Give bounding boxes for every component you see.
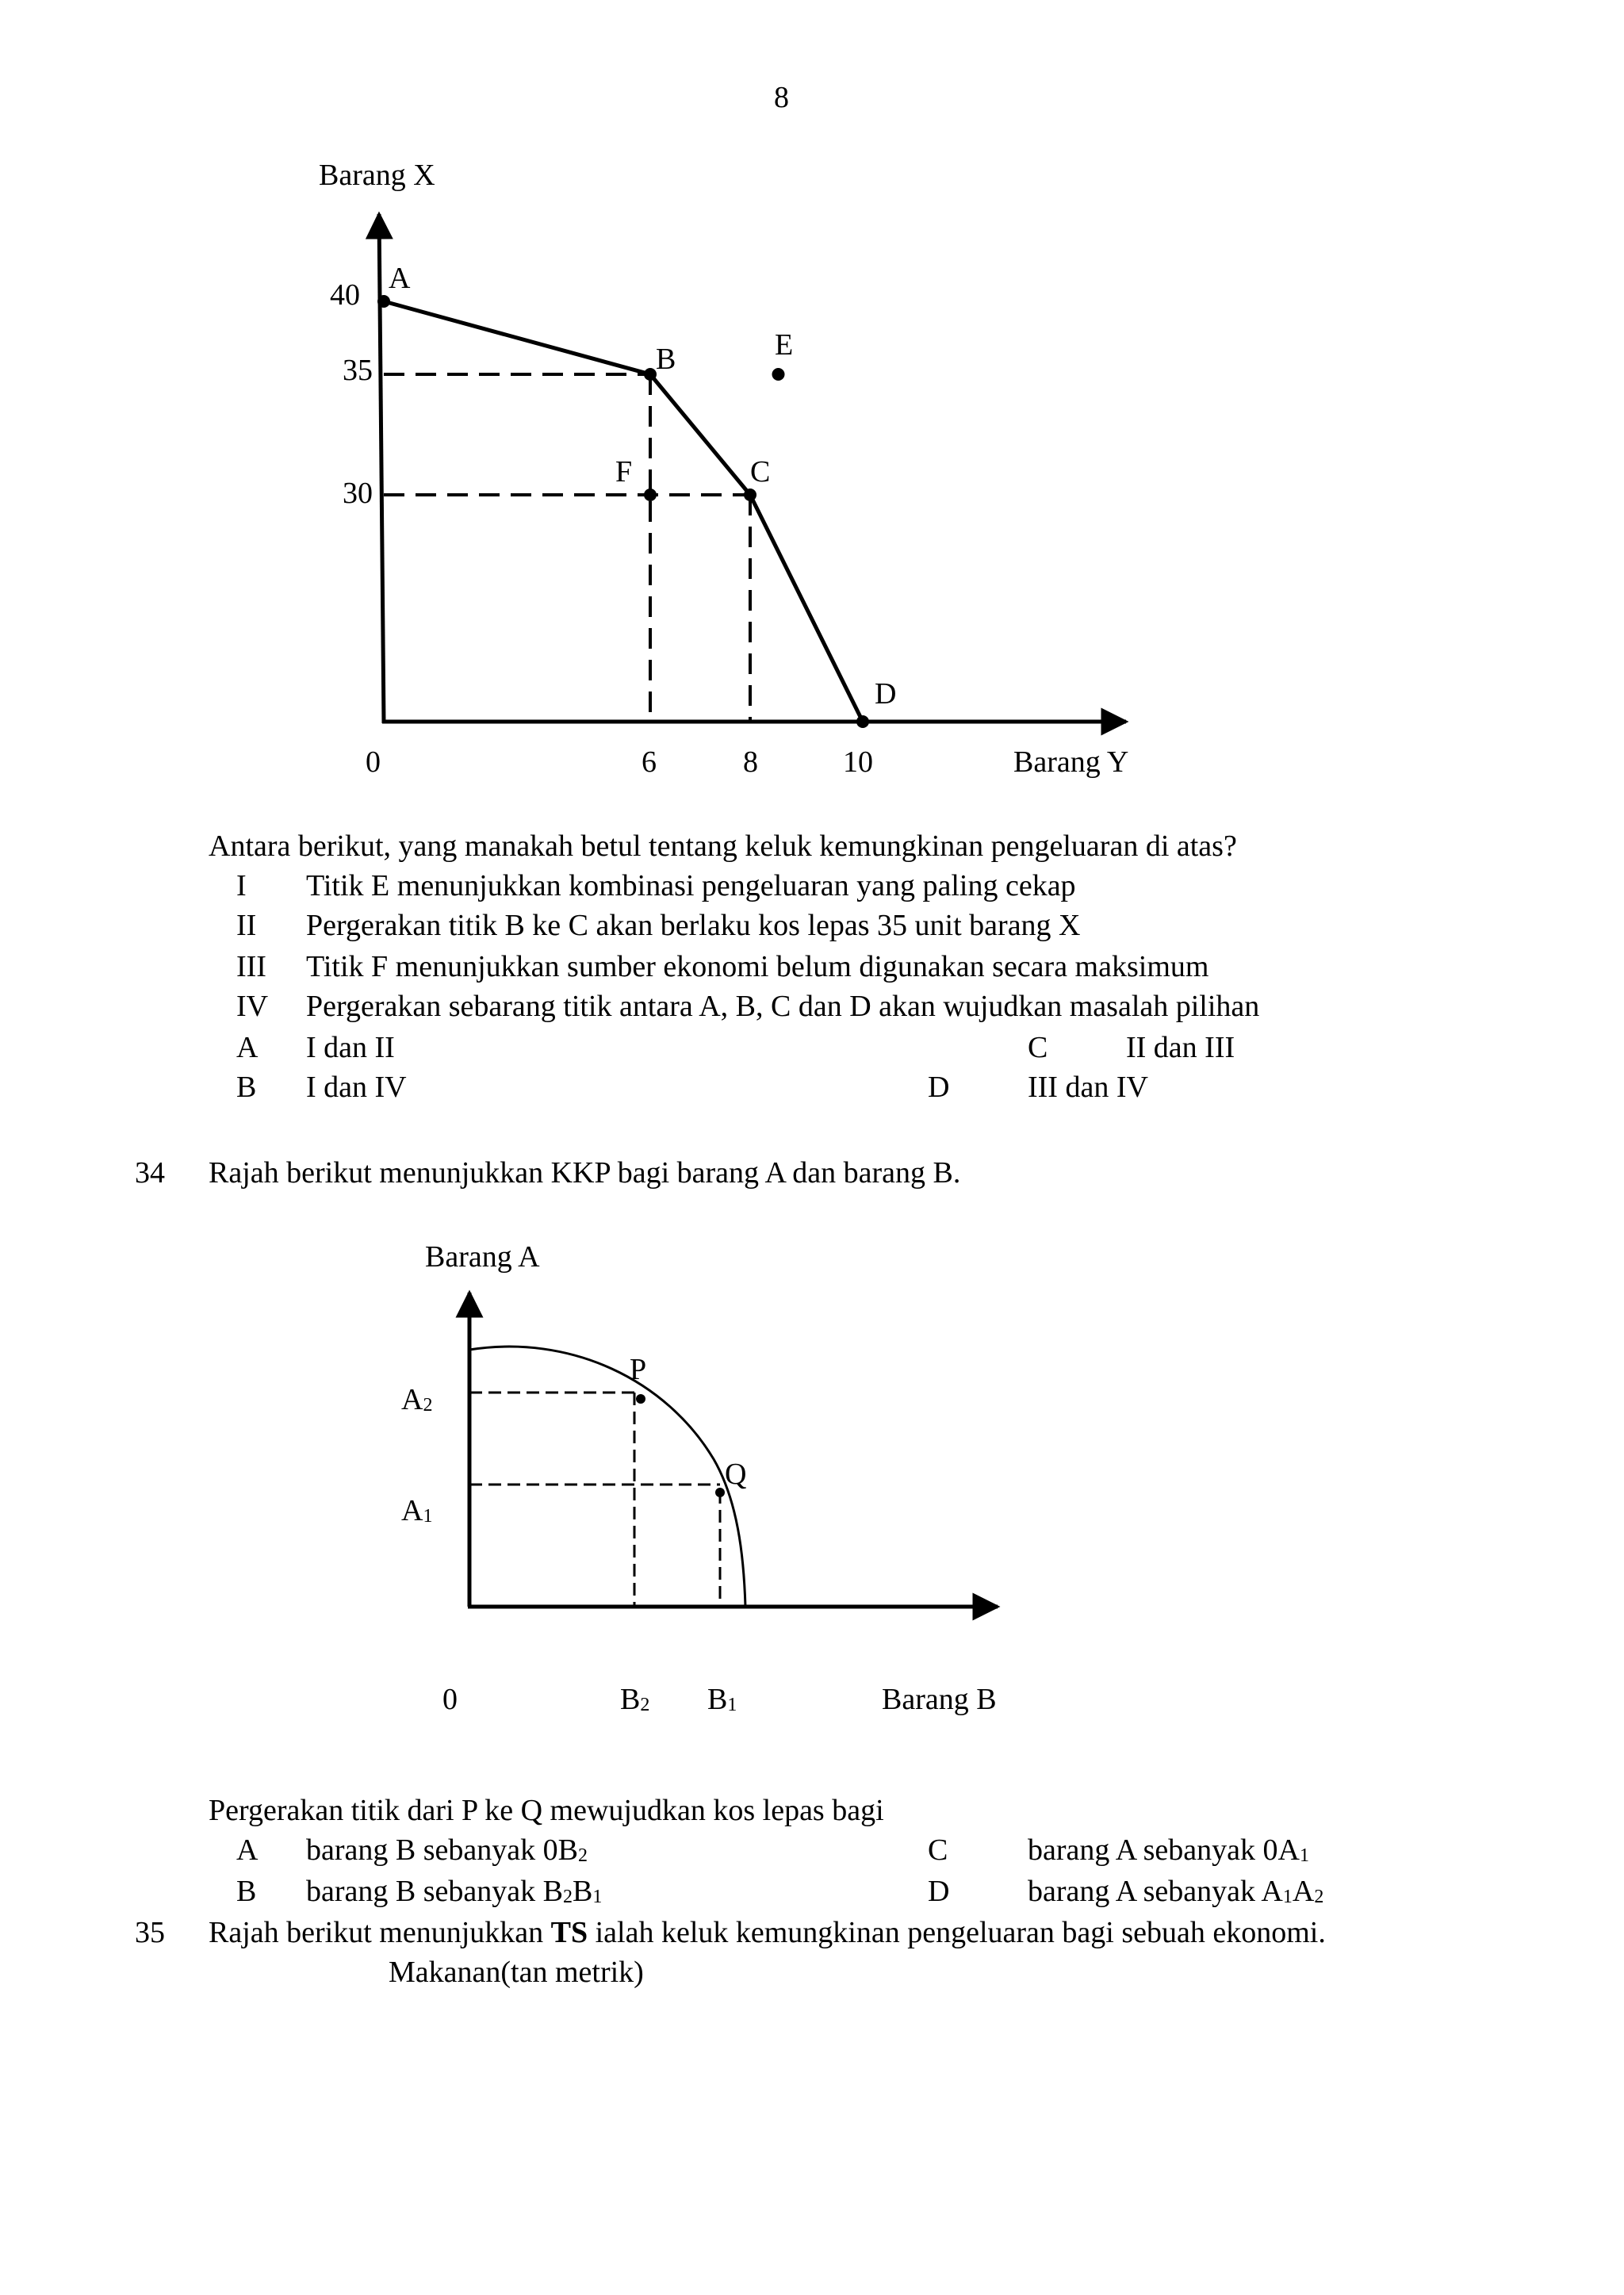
q33-statement-num: II	[236, 909, 257, 942]
fig2-y-axis-label: Barang A	[425, 1240, 540, 1274]
fig1-y-tick-30: 30	[343, 477, 373, 510]
q34-option-b-letter: B	[236, 1875, 257, 1908]
q33-option-b-text: I dan IV	[306, 1071, 407, 1104]
q33-statement-num: I	[236, 869, 247, 902]
fig1-y-tick-40: 40	[330, 278, 360, 312]
q35-number: 35	[135, 1916, 165, 1949]
fig1-ppc-line	[384, 301, 863, 722]
q33-option-b-letter: B	[236, 1071, 257, 1104]
fig2-ppc-curve	[469, 1347, 745, 1607]
q34-option-d-letter: D	[928, 1875, 950, 1908]
q33-statement-text: Pergerakan titik B ke C akan berlaku kos lepas 35 unit barang X	[306, 909, 1081, 942]
fig2-point-p	[636, 1394, 645, 1404]
q33-option-d-text: III dan IV	[1028, 1071, 1148, 1104]
fig1-y-tick-35: 35	[343, 354, 373, 387]
fig1-point-label-d: D	[875, 677, 897, 711]
fig1-point-d	[856, 715, 869, 728]
fig1-point-label-c: C	[750, 455, 771, 489]
fig1-point-f	[644, 489, 657, 501]
page-number: 8	[774, 81, 789, 114]
q34-stem: Rajah berikut menunjukkan KKP bagi barang A dan barang B.	[209, 1156, 961, 1190]
q35-stem: Rajah berikut menunjukkan TS ialah keluk kemungkinan pengeluaran bagi sebuah ekonomi.	[209, 1916, 1326, 1949]
fig2-origin: 0	[442, 1683, 458, 1716]
fig2-point-q	[715, 1488, 725, 1497]
fig1-point-label-e: E	[775, 328, 794, 362]
q33-statement-text: Pergerakan sebarang titik antara A, B, C dan D akan wujudkan masalah pilihan	[306, 990, 1260, 1023]
fig1-x-tick-6: 6	[642, 745, 657, 779]
q33-statement-text: Titik F menunjukkan sumber ekonomi belum digunakan secara maksimum	[306, 950, 1209, 983]
fig2-tick-b2: $B_2$	[620, 1683, 650, 1716]
fig2-tick-a2: $A_2$	[401, 1383, 433, 1416]
q34-question: Pergerakan titik dari P ke Q mewujudkan kos lepas bagi	[209, 1794, 884, 1827]
q33-option-a-text: I dan II	[306, 1031, 395, 1064]
q33-option-d-letter: D	[928, 1071, 950, 1104]
q33-statement-text: Titik E menunjukkan kombinasi pengeluaran yang paling cekap	[306, 869, 1076, 902]
fig1-y-axis-label: Barang X	[319, 159, 435, 192]
fig1-point-c	[744, 489, 756, 501]
fig1-x-axis-label: Barang Y	[1013, 745, 1129, 779]
q34-option-a-letter: A	[236, 1833, 259, 1867]
q34-option-d-text: barang A sebanyak $A_1A_2$	[1028, 1875, 1324, 1908]
fig1-point-label-f: F	[615, 455, 633, 489]
ppc-chart-1	[0, 0, 1624, 833]
fig1-origin: 0	[366, 745, 381, 779]
q35-y-axis-label: Makanan(tan metrik)	[389, 1956, 644, 1989]
fig1-point-a	[377, 295, 390, 308]
fig2-dashed-guides	[469, 1393, 720, 1607]
q34-option-c-text: barang A sebanyak $0A_1$	[1028, 1833, 1309, 1867]
fig1-x-tick-10: 10	[843, 745, 873, 779]
fig1-point-b	[644, 368, 657, 381]
q34-option-a-text: barang B sebanyak $0B_2$	[306, 1833, 588, 1867]
q34-option-c-letter: C	[928, 1833, 948, 1867]
fig2-point-label-p: P	[630, 1353, 647, 1386]
q34-option-b-text: barang B sebanyak $B_2B_1$	[306, 1875, 603, 1908]
fig1-y-axis	[379, 214, 384, 723]
fig2-tick-b1: $B_1$	[707, 1683, 737, 1716]
fig1-x-tick-8: 8	[743, 745, 758, 779]
fig2-tick-a1: $A_1$	[401, 1494, 433, 1527]
q34-number: 34	[135, 1156, 165, 1190]
q33-option-a-letter: A	[236, 1031, 259, 1064]
q33-statement-num: III	[236, 950, 266, 983]
fig1-point-label-a: A	[389, 262, 411, 295]
q33-stem: Antara berikut, yang manakah betul tentang keluk kemungkinan pengeluaran di atas?	[209, 829, 1237, 863]
q33-option-c-letter: C	[1028, 1031, 1048, 1064]
fig1-point-e	[772, 368, 785, 381]
fig1-point-label-b: B	[656, 343, 676, 376]
fig2-point-label-q: Q	[725, 1458, 747, 1491]
q33-statement-num: IV	[236, 990, 269, 1023]
fig2-x-axis-label: Barang B	[882, 1683, 997, 1716]
q33-option-c-text: II dan III	[1126, 1031, 1235, 1064]
